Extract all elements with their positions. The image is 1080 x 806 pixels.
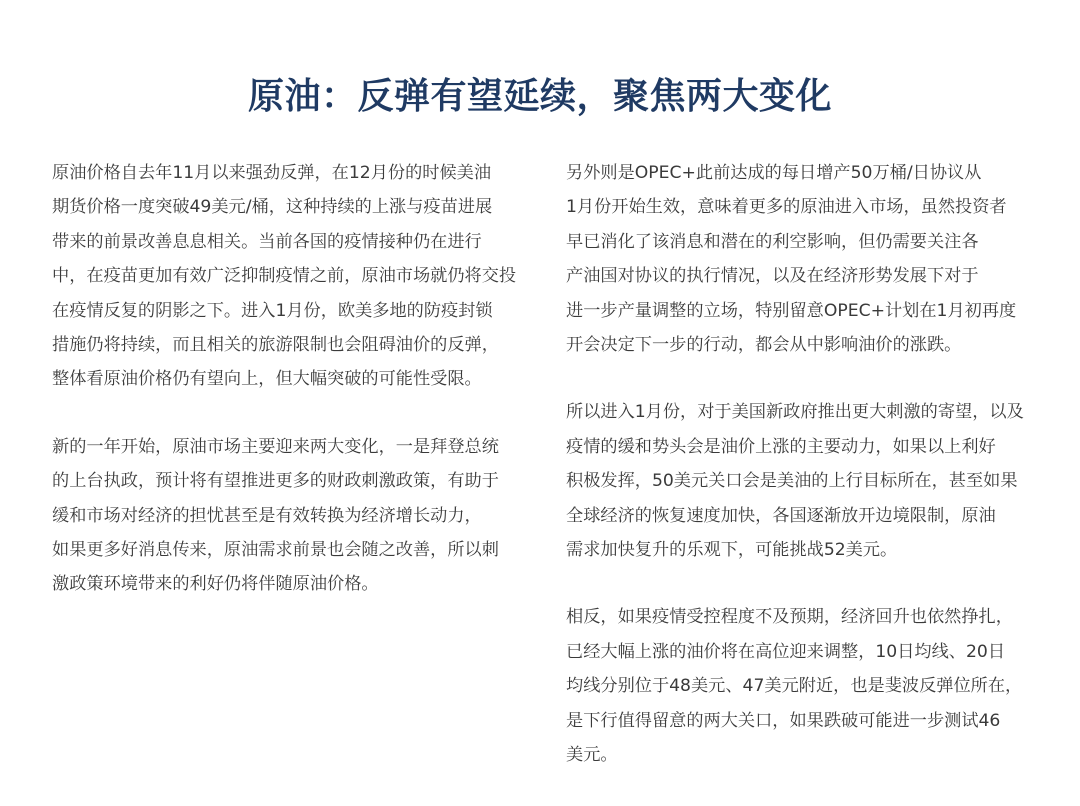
paragraph [52,430,524,602]
text-line: 新的一年开始，原油市场主要迎来两大变化，一是拜登总统 [52,436,499,457]
text-line: 疫情的缓和势头会是油价上涨的主要动力，如果以上利好 [566,436,996,457]
text-line: 的上台执政，预计将有望推进更多的财政刺激政策，有助于 [52,471,499,492]
text-line: 产油国对协议的执行情况，以及在经济形势发展下对于 [566,266,979,287]
text-line: 积极发挥，50美元关口会是美油的上行目标所在，甚至如果 [566,471,1018,492]
article-title: 原油：反弹有望延续，聚焦两大变化 [247,76,832,117]
text-line: 均线分别位于48美元、47美元附近，也是斐波反弹位所在， [566,676,1023,697]
left-column [52,156,524,635]
text-line: 是下行值得留意的两大关口，如果跌破可能进一步测试46 [566,710,1001,731]
paragraph [566,600,1038,772]
text-line: 带来的前景改善息息相关。当前各国的疫情接种仍在进行 [52,231,482,252]
text-line: 1月份开始生效，意味着更多的原油进入市场，虽然投资者 [566,197,1007,218]
text-line: 进一步产量调整的立场，特别留意OPEC+计划在1月初再度 [566,300,1017,321]
text-line: 所以进入1月份，对于美国新政府推出更大刺激的寄望，以及 [566,402,1024,423]
paragraph [52,156,524,397]
text-line: 缓和市场对经济的担忧甚至是有效转换为经济增长动力， [52,505,482,526]
text-line: 相反，如果疫情受控程度不及预期，经济回升也依然挣扎， [566,607,1013,628]
paragraph [566,395,1038,567]
text-line: 原油价格自去年11月以来强劲反弹，在12月份的时候美油 [52,163,492,183]
text-line: 另外则是OPEC+此前达成的每日增产50万桶/日协议从 [566,163,982,183]
text-line: 在疫情反复的阴影之下。进入1月份，欧美多地的防疫封锁 [52,300,493,321]
text-line: 整体看原油价格仍有望向上，但大幅突破的可能性受限。 [52,369,482,390]
right-column [566,156,1038,806]
text-line: 已经大幅上涨的油价将在高位迎来调整，10日均线、20日 [566,641,1006,662]
text-line: 需求加快复升的乐观下，可能挑战52美元。 [566,540,898,561]
text-line: 早已消化了该消息和潜在的利空影响，但仍需要关注各 [566,231,979,252]
text-line: 中，在疫苗更加有效广泛抑制疫情之前，原油市场就仍将交投 [52,266,517,287]
text-line: 全球经济的恢复速度加快，各国逐渐放开边境限制，原油 [566,505,996,526]
text-line: 如果更多好消息传来，原油需求前景也会随之改善，所以刺 [52,540,499,561]
paragraph [566,156,1038,362]
text-line: 美元。 [566,745,618,766]
text-line: 激政策环境带来的利好仍将伴随原油价格。 [52,574,379,595]
text-line: 开会决定下一步的行动，都会从中影响油价的涨跌。 [566,335,962,356]
text-line: 期货价格一度突破49美元/桶，这种持续的上涨与疫苗进展 [52,197,493,218]
text-line: 措施仍将持续，而且相关的旅游限制也会阻碍油价的反弹， [52,335,499,356]
